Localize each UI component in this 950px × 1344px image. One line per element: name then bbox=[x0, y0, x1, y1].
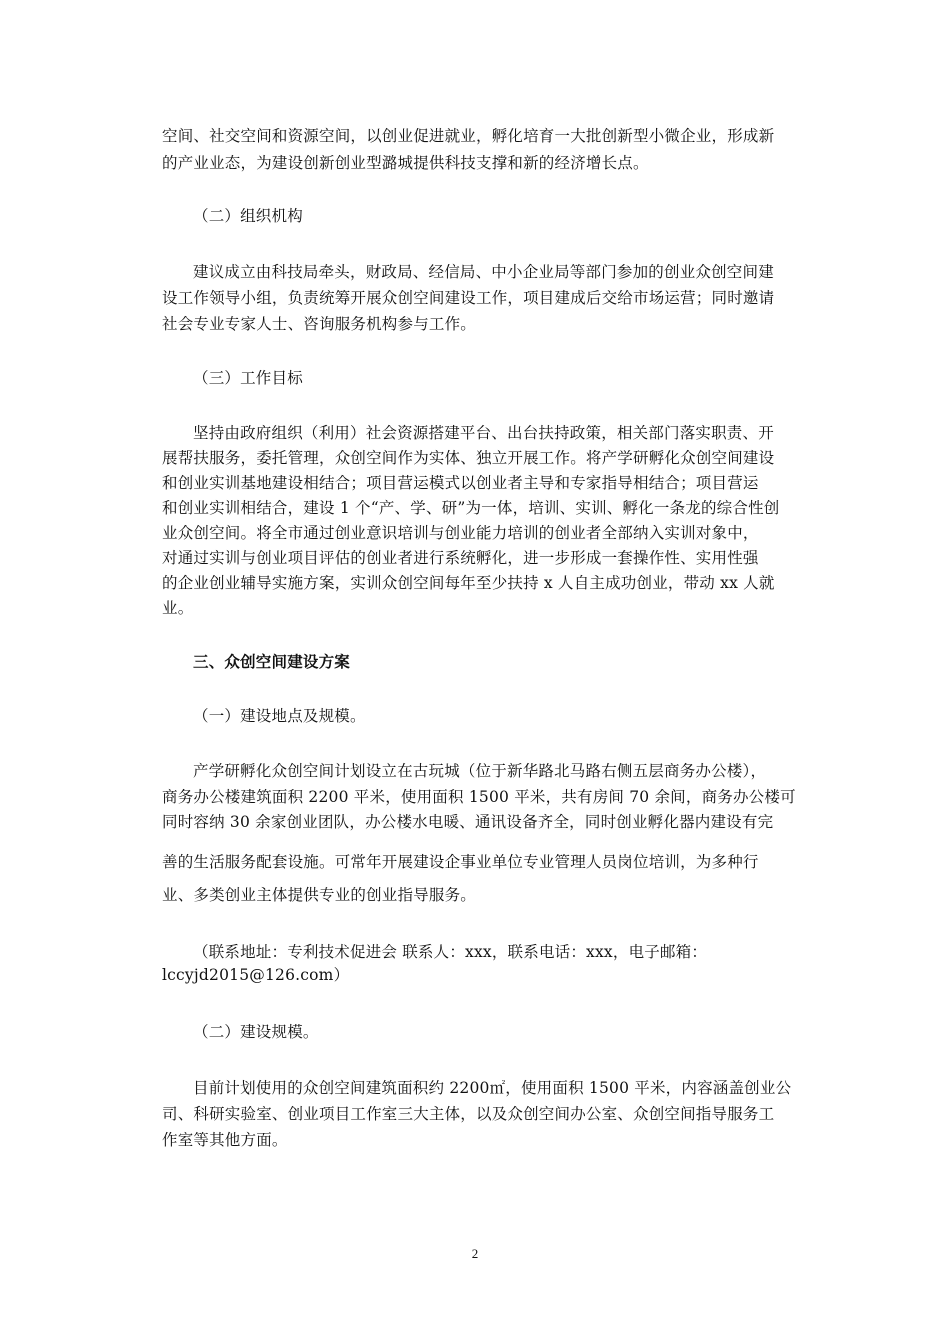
text-line: 商务办公楼建筑面积 2200 平米，使用面积 1500 平米，共有房间 70 余间，商务办公楼可 bbox=[162, 788, 796, 806]
subheading-scale: （二）建设规模。 bbox=[193, 1023, 319, 1041]
subheading-org: （二）组织机构 bbox=[193, 207, 303, 225]
text-line: 建议成立由科技局牵头，财政局、经信局、中小企业局等部门参加的创业众创空间建 bbox=[193, 263, 774, 281]
text-line: 的企业创业辅导实施方案，实训众创空间每年至少扶持 x 人自主成功创业，带动 xx 人就 bbox=[162, 574, 775, 592]
contact-email: lccyjd2015@126.com） bbox=[162, 966, 350, 984]
text-line: 目前计划使用的众创空间建筑面积约 2200㎡，使用面积 1500 平米，内容涵盖创业公 bbox=[193, 1079, 792, 1097]
page-number: 2 bbox=[471, 1246, 479, 1261]
text-line: 业、多类创业主体提供专业的创业指导服务。 bbox=[162, 886, 477, 904]
contact-line: （联系地址：专利技术促进会 联系人：xxx，联系电话：xxx，电子邮箱： bbox=[193, 943, 708, 961]
text-line: 设工作领导小组，负责统筹开展众创空间建设工作，项目建成后交给市场运营；同时邀请 bbox=[162, 289, 775, 307]
subheading-goals: （三）工作目标 bbox=[193, 369, 303, 387]
text-line: 作室等其他方面。 bbox=[162, 1131, 288, 1149]
text-line: 对通过实训与创业项目评估的创业者进行系统孵化，进一步形成一套操作性、实用性强 bbox=[162, 549, 759, 567]
text-line: 社会专业专家人士、咨询服务机构参与工作。 bbox=[162, 315, 477, 333]
text-line: 和创业实训基地建设相结合；项目营运模式以创业者主导和专家指导相结合；项目营运 bbox=[162, 474, 759, 492]
text-line: 同时容纳 30 余家创业团队，办公楼水电暖、通讯设备齐全，同时创业孵化器内建设有完 bbox=[162, 813, 774, 831]
text-line: 展帮扶服务，委托管理，众创空间作为实体、独立开展工作。将产学研孵化众创空间建设 bbox=[162, 449, 775, 467]
text-line: 坚持由政府组织（利用）社会资源搭建平台、出台扶持政策，相关部门落实职责、开 bbox=[193, 424, 774, 442]
text-line: 业众创空间。将全市通过创业意识培训与创业能力培训的创业者全部纳入实训对象中， bbox=[162, 524, 759, 542]
text-line: 和创业实训相结合，建设 1 个“产、学、研”为一体，培训、实训、孵化一条龙的综合性创 bbox=[162, 499, 780, 517]
text-line: 业。 bbox=[162, 599, 194, 617]
subheading-location: （一）建设地点及规模。 bbox=[193, 707, 366, 725]
text-line: 空间、社交空间和资源空间，以创业促进就业，孵化培育一大批创新型小微企业，形成新 bbox=[162, 127, 775, 145]
text-line: 的产业业态，为建设创新创业型潞城提供科技支撑和新的经济增长点。 bbox=[162, 154, 649, 172]
text-line: 善的生活服务配套设施。可常年开展建设企事业单位专业管理人员岗位培训，为多种行 bbox=[162, 853, 759, 871]
section-heading: 三、众创空间建设方案 bbox=[193, 652, 351, 671]
text-line: 司、科研实验室、创业项目工作室三大主体，以及众创空间办公室、众创空间指导服务工 bbox=[162, 1105, 775, 1123]
text-line: 产学研孵化众创空间计划设立在古玩城（位于新华路北马路右侧五层商务办公楼）， bbox=[193, 762, 767, 780]
